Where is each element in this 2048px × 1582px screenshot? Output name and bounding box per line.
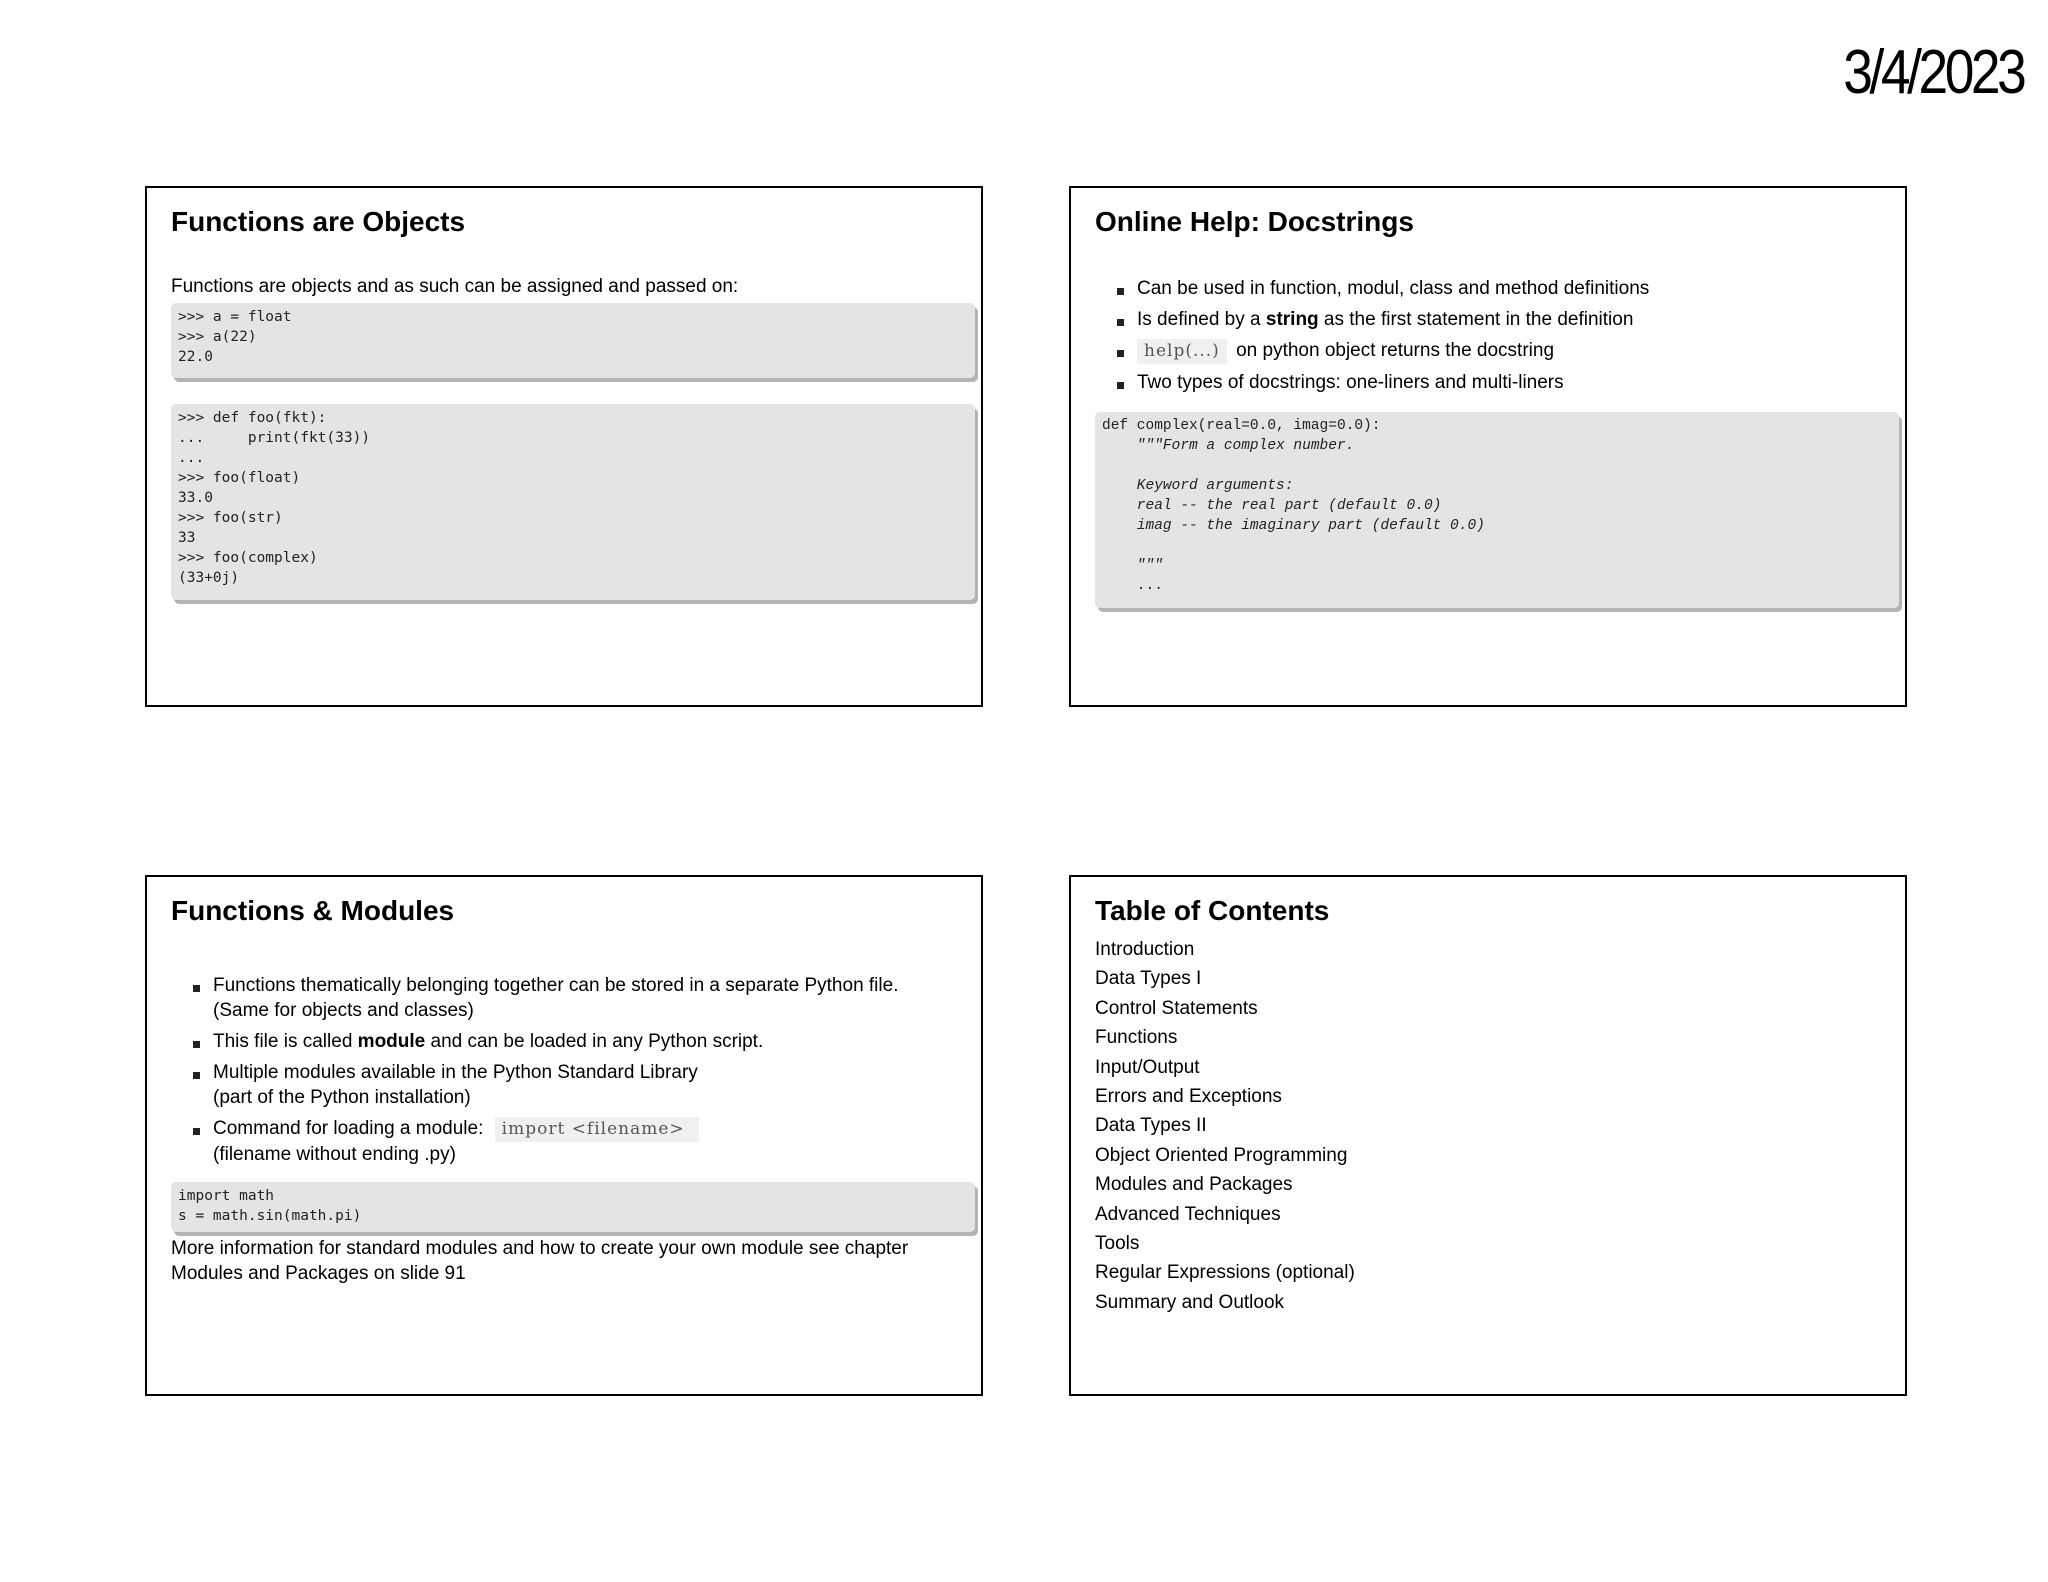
code-ellipsis: ... — [1102, 578, 1163, 594]
toc-item: Input/Output — [1095, 1056, 1200, 1078]
code-block-assign: >>> a = float >>> a(22) 22.0 — [171, 303, 975, 378]
bullet-list — [1117, 276, 1649, 401]
list-item — [1117, 338, 1649, 364]
bullet-text: on python object returns the docstring — [1230, 340, 1555, 361]
slide-title: Functions are Objects — [171, 206, 466, 237]
bullet-text: This file is called — [213, 1031, 358, 1052]
toc-item: Errors and Exceptions — [1095, 1086, 1282, 1108]
toc-item: Data Types II — [1095, 1115, 1207, 1137]
toc-item: Functions — [1095, 1027, 1178, 1049]
bullet-text: Is defined by a — [1137, 309, 1266, 330]
bullet-list — [193, 973, 898, 1173]
inline-code: help(...) — [1137, 339, 1227, 364]
code-def-line: def complex(real=0.0, imag=0.0): — [1102, 418, 1381, 434]
code-block-import: import math s = math.sin(math.pi) — [171, 1182, 975, 1232]
slide-functions-are-objects — [145, 186, 983, 707]
toc-item: Advanced Techniques — [1095, 1203, 1281, 1225]
bullet-icon — [193, 985, 200, 992]
bullet-icon — [193, 1041, 200, 1048]
bullet-icon — [1117, 350, 1124, 357]
bullet-icon — [1117, 319, 1124, 326]
bullet-text: Multiple modules available in the Python Standard Library — [213, 1062, 698, 1083]
toc-item: Introduction — [1095, 939, 1195, 960]
bullet-bold: module — [357, 1031, 426, 1052]
inline-code: import <filename> — [495, 1117, 699, 1142]
list-item — [1117, 276, 1649, 301]
bullet-text: Command for loading a module: — [213, 1118, 489, 1139]
bullet-icon — [1117, 382, 1124, 389]
list-item — [1117, 370, 1649, 395]
bullet-text-line2: (part of the Python installation) — [213, 1087, 471, 1108]
footer-text-line1: More information for standard modules and how to create your own module see chapter — [171, 1238, 909, 1259]
list-item — [1117, 307, 1649, 332]
bullet-text-line2: (Same for objects and classes) — [213, 1000, 474, 1021]
list-item — [193, 973, 898, 1023]
bullet-text: Two types of docstrings: one-liners and multi-liners — [1137, 372, 1564, 393]
bullet-text: Can be used in function, modul, class and method definitions — [1137, 278, 1650, 299]
page-date: 3/4/2023 — [1842, 38, 2023, 107]
slide-functions-modules — [145, 875, 983, 1396]
slide-title: Functions & Modules — [171, 895, 455, 926]
toc-item: Summary and Outlook — [1095, 1291, 1285, 1313]
bullet-bold: string — [1265, 309, 1319, 330]
bullet-text: as the first statement in the definition — [1318, 309, 1634, 330]
toc-list — [1095, 935, 1355, 1317]
list-item — [193, 1116, 898, 1167]
list-item — [193, 1060, 898, 1110]
bullet-text: Functions thematically belonging together can be stored in a separate Python file. — [213, 975, 899, 996]
toc-item: Data Types I — [1095, 968, 1202, 990]
slide-docstrings — [1069, 186, 1907, 707]
toc-item: Object Oriented Programming — [1095, 1144, 1348, 1166]
slide-title: Online Help: Docstrings — [1095, 206, 1414, 237]
bullet-text-line2: (filename without ending .py) — [213, 1144, 456, 1165]
code-block-foo: >>> def foo(fkt): ... print(fkt(33)) ... >>> foo(float) 33.0 >>> foo(str) 33 >>> foo(complex) (33+0j) — [171, 404, 975, 600]
code-docstring: """Form a complex number. Keyword arguments: real -- the real part (default 0.0) imag -- the imaginary part (default 0.0) """ — [1136, 438, 1485, 574]
toc-item: Control Statements — [1095, 997, 1258, 1019]
bullet-icon — [193, 1128, 200, 1135]
toc-item: Tools — [1095, 1233, 1140, 1255]
slide-table-of-contents — [1069, 875, 1907, 1396]
toc-item: Modules and Packages — [1095, 1174, 1293, 1196]
list-item — [193, 1029, 898, 1054]
intro-text: Functions are objects and as such can be assigned and passed on: — [171, 276, 739, 297]
slide-title: Table of Contents — [1095, 895, 1330, 926]
toc-item: Regular Expressions (optional) — [1095, 1262, 1355, 1284]
bullet-icon — [193, 1072, 200, 1079]
bullet-text: and can be loaded in any Python script. — [425, 1031, 764, 1052]
bullet-icon — [1117, 288, 1124, 295]
code-block-docstring — [1095, 412, 1899, 608]
footer-text-line2: Modules and Packages on slide 91 — [171, 1263, 466, 1284]
